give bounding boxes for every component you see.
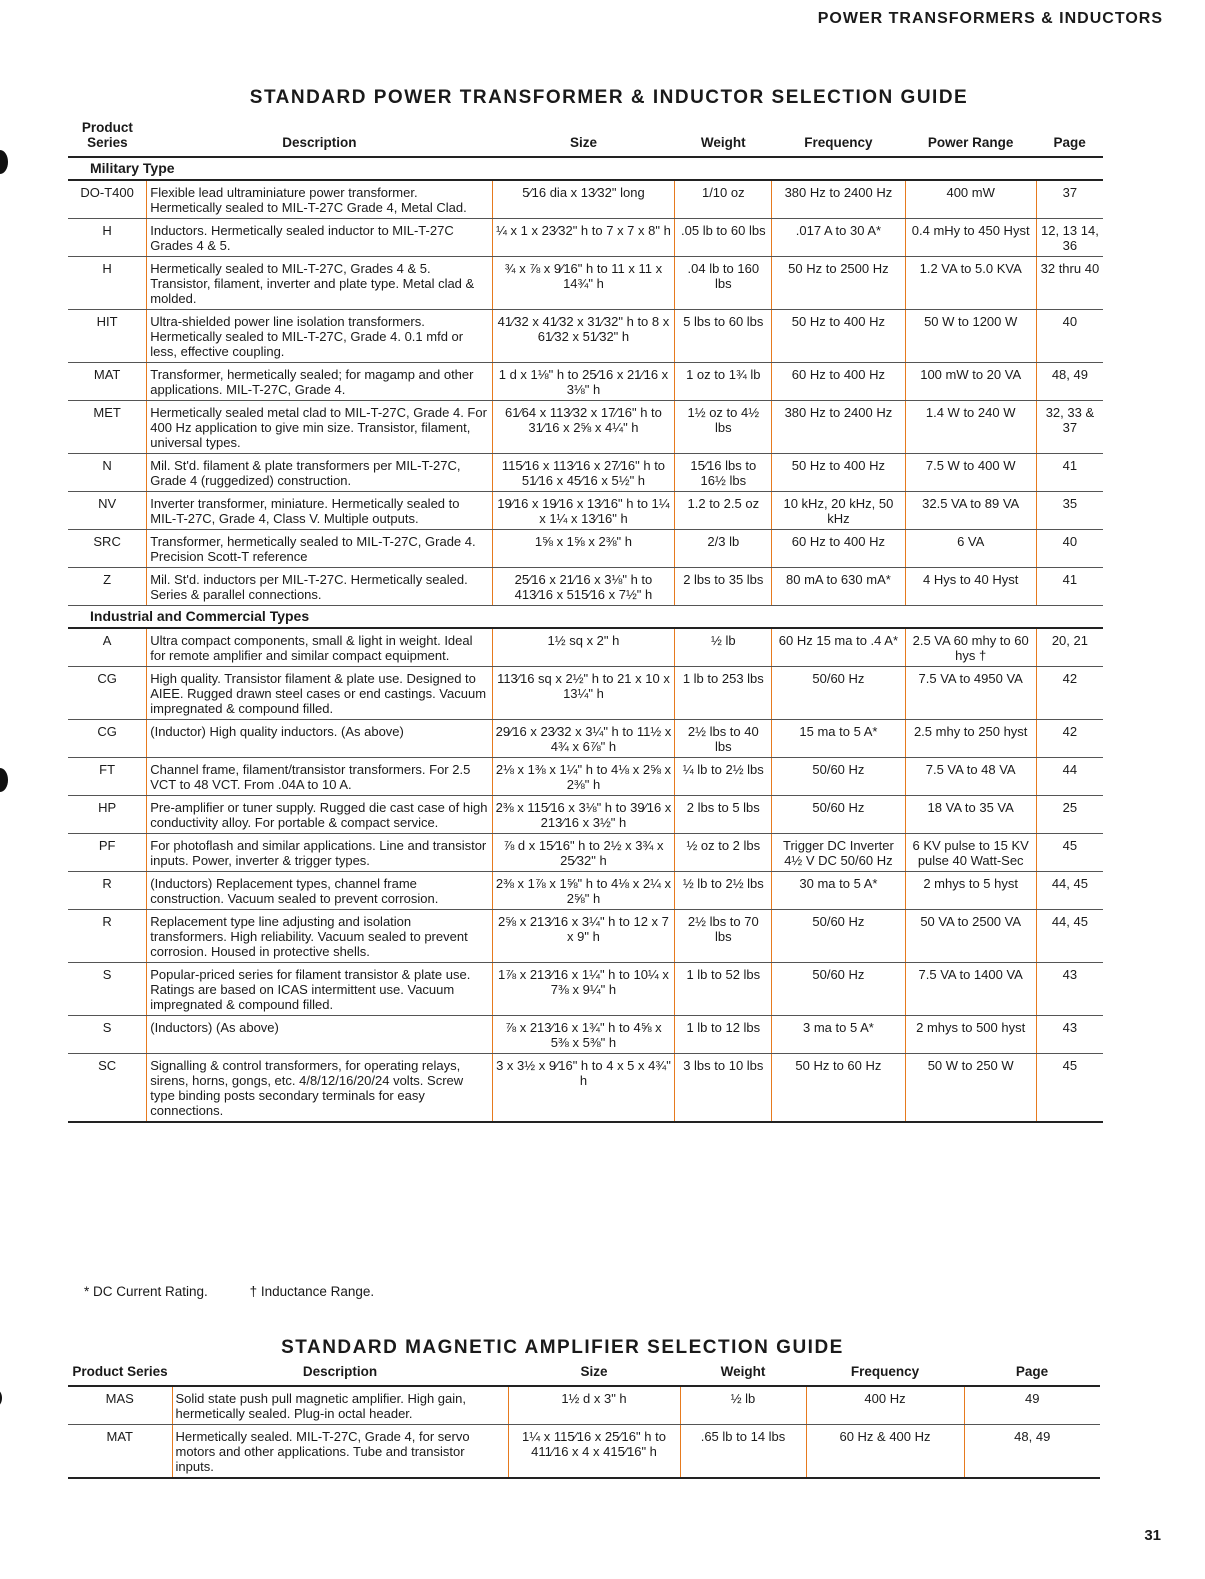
table-row — [68, 910, 1103, 963]
binder-hole — [0, 1390, 2, 1406]
cell-frequency: 80 mA to 630 mA* — [772, 568, 905, 606]
cell-description: Solid state push pull magnetic amplifier. High gain, hermetically sealed. Plug-in octal header. — [172, 1386, 508, 1425]
cell-page: 25 — [1036, 796, 1103, 834]
cell-series: A — [68, 628, 147, 667]
cell-frequency: 400 Hz — [806, 1386, 964, 1425]
cell-range: 100 mW to 20 VA — [905, 363, 1036, 401]
cell-description: Inverter transformer, miniature. Hermetically sealed to MIL-T-27C, Grade 4, Class V. Multiple outputs. — [147, 492, 492, 530]
cell-page: 48, 49 — [1036, 363, 1103, 401]
cell-frequency: 3 ma to 5 A* — [772, 1016, 905, 1054]
cell-size: 5⁄16 dia x 13⁄32" long — [492, 180, 675, 219]
cell-series: SRC — [68, 530, 147, 568]
col-header-series: Product Series — [68, 118, 147, 157]
cell-range: 2 mhys to 500 hyst — [905, 1016, 1036, 1054]
cell-weight: 2 lbs to 35 lbs — [675, 568, 772, 606]
cell-description: Signalling & control transformers, for operating relays, sirens, horns, gongs, etc. 4/8/12/16/20/24 volts. Screw type binding posts secondary terminals for easy connections. — [147, 1054, 492, 1123]
col-header-weight: Weight — [680, 1362, 806, 1386]
cell-series: S — [68, 963, 147, 1016]
cell-frequency: 50 Hz to 60 Hz — [772, 1054, 905, 1123]
cell-size: 1 d x 1⅛" h to 25⁄16 x 21⁄16 x 3⅛" h — [492, 363, 675, 401]
cell-size: 115⁄16 x 113⁄16 x 27⁄16" h to 51⁄16 x 45⁄16 x 5½" h — [492, 454, 675, 492]
cell-weight: 1½ oz to 4½ lbs — [675, 401, 772, 454]
cell-description: Ultra-shielded power line isolation transformers. Hermetically sealed to MIL-T-27C, Grade 4. 0.1 mfd or less, effective coupling. — [147, 310, 492, 363]
table-row — [68, 257, 1103, 310]
table-row — [68, 628, 1103, 667]
cell-weight: ½ lb — [675, 628, 772, 667]
cell-size: 1⅞ x 213⁄16 x 1¼" h to 10¼ x 7⅜ x 9¼" h — [492, 963, 675, 1016]
col-header-size: Size — [508, 1362, 680, 1386]
cell-range: 1.4 W to 240 W — [905, 401, 1036, 454]
guide2-title: STANDARD MAGNETIC AMPLIFIER SELECTION GUIDE — [281, 1337, 844, 1358]
cell-page: 32 thru 40 — [1036, 257, 1103, 310]
cell-frequency: Trigger DC Inverter 4½ V DC 50/60 Hz — [772, 834, 905, 872]
cell-range: 2 mhys to 5 hyst — [905, 872, 1036, 910]
cell-series: MAT — [68, 1425, 172, 1479]
cell-weight: ½ oz to 2 lbs — [675, 834, 772, 872]
cell-series: NV — [68, 492, 147, 530]
cell-range: 2.5 mhy to 250 hyst — [905, 720, 1036, 758]
table-row — [68, 363, 1103, 401]
cell-page: 41 — [1036, 568, 1103, 606]
cell-size: 29⁄16 x 23⁄32 x 3¼" h to 11½ x 4¾ x 6⅞" h — [492, 720, 675, 758]
cell-weight: 2½ lbs to 40 lbs — [675, 720, 772, 758]
cell-range: 7.5 VA to 48 VA — [905, 758, 1036, 796]
table-row — [68, 1425, 1100, 1479]
cell-page: 49 — [964, 1386, 1100, 1425]
table-row — [68, 454, 1103, 492]
cell-weight: 5 lbs to 60 lbs — [675, 310, 772, 363]
running-header: POWER TRANSFORMERS & INDUCTORS — [817, 10, 1163, 27]
cell-frequency: 50 Hz to 400 Hz — [772, 454, 905, 492]
cell-page: 40 — [1036, 310, 1103, 363]
cell-description: Mil. St'd. inductors per MIL-T-27C. Hermetically sealed. Series & parallel connections. — [147, 568, 492, 606]
cell-description: Transformer, hermetically sealed to MIL-T-27C, Grade 4. Precision Scott-T reference — [147, 530, 492, 568]
cell-size: 2⅛ x 1⅜ x 1¼" h to 4⅛ x 2⅝ x 2⅜" h — [492, 758, 675, 796]
cell-series: H — [68, 219, 147, 257]
col-header-frequency: Frequency — [806, 1362, 964, 1386]
cell-frequency: 10 kHz, 20 kHz, 50 kHz — [772, 492, 905, 530]
table-row — [68, 401, 1103, 454]
cell-size: ⅞ d x 15⁄16" h to 2½ x 3¾ x 25⁄32" h — [492, 834, 675, 872]
section-heading: Military Type — [68, 157, 1103, 180]
cell-description: Replacement type line adjusting and isolation transformers. High reliability. Vacuum sealed to prevent corrosion. Housed in protective shells. — [147, 910, 492, 963]
cell-weight: .05 lb to 60 lbs — [675, 219, 772, 257]
cell-frequency: 60 Hz 15 ma to .4 A* — [772, 628, 905, 667]
footnotes — [84, 1284, 412, 1299]
cell-page: 32, 33 & 37 — [1036, 401, 1103, 454]
table-header-row — [68, 1362, 1100, 1386]
cell-weight: ¼ lb to 2½ lbs — [675, 758, 772, 796]
cell-weight: 1/10 oz — [675, 180, 772, 219]
binder-hole — [0, 150, 8, 174]
cell-description: Flexible lead ultraminiature power transformer. Hermetically sealed to MIL-T-27C Grade 4, Metal Clad. — [147, 180, 492, 219]
cell-weight: 3 lbs to 10 lbs — [675, 1054, 772, 1123]
cell-series: HP — [68, 796, 147, 834]
col-header-page: Page — [964, 1362, 1100, 1386]
cell-page: 37 — [1036, 180, 1103, 219]
cell-series: CG — [68, 667, 147, 720]
cell-frequency: 50/60 Hz — [772, 667, 905, 720]
col-header-description: Description — [147, 118, 492, 157]
cell-page: 48, 49 — [964, 1425, 1100, 1479]
cell-description: High quality. Transistor filament & plate use. Designed to AIEE. Rugged drawn steel cases or end castings. Vacuum impregnated & compound filled. — [147, 667, 492, 720]
cell-series: N — [68, 454, 147, 492]
cell-range: 2.5 VA 60 mhy to 60 hys † — [905, 628, 1036, 667]
cell-frequency: 380 Hz to 2400 Hz — [772, 401, 905, 454]
col-header-weight: Weight — [675, 118, 772, 157]
cell-series: SC — [68, 1054, 147, 1123]
cell-page: 44, 45 — [1036, 872, 1103, 910]
cell-page: 44, 45 — [1036, 910, 1103, 963]
cell-range: 18 VA to 35 VA — [905, 796, 1036, 834]
cell-series: DO-T400 — [68, 180, 147, 219]
cell-series: R — [68, 910, 147, 963]
cell-description: (Inductors) (As above) — [147, 1016, 492, 1054]
table-row — [68, 872, 1103, 910]
cell-description: Channel frame, filament/transistor transformers. For 2.5 VCT to 48 VCT. From .04A to 10 A. — [147, 758, 492, 796]
cell-page: 45 — [1036, 1054, 1103, 1123]
cell-description: For photoflash and similar applications. Line and transistor inputs. Power, inverter & trigger types. — [147, 834, 492, 872]
cell-description: Transformer, hermetically sealed; for magamp and other applications. MIL-T-27C, Grade 4. — [147, 363, 492, 401]
cell-weight: 15⁄16 lbs to 16½ lbs — [675, 454, 772, 492]
cell-weight: 2½ lbs to 70 lbs — [675, 910, 772, 963]
col-header-frequency: Frequency — [772, 118, 905, 157]
cell-size: 2⅜ x 115⁄16 x 3⅛" h to 39⁄16 x 213⁄16 x 3½" h — [492, 796, 675, 834]
table-body — [68, 157, 1103, 1122]
section-heading: Industrial and Commercial Types — [68, 606, 1103, 629]
cell-page: 43 — [1036, 963, 1103, 1016]
cell-frequency: 60 Hz to 400 Hz — [772, 363, 905, 401]
cell-series: S — [68, 1016, 147, 1054]
page-number: 31 — [1144, 1527, 1161, 1544]
cell-weight: ½ lb — [680, 1386, 806, 1425]
cell-size: 25⁄16 x 21⁄16 x 3⅛" h to 413⁄16 x 515⁄16 x 7½" h — [492, 568, 675, 606]
cell-page: 41 — [1036, 454, 1103, 492]
cell-series: MET — [68, 401, 147, 454]
cell-weight: .65 lb to 14 lbs — [680, 1425, 806, 1479]
col-header-description: Description — [172, 1362, 508, 1386]
cell-page: 44 — [1036, 758, 1103, 796]
cell-series: R — [68, 872, 147, 910]
cell-frequency: 15 ma to 5 A* — [772, 720, 905, 758]
cell-frequency: 60 Hz to 400 Hz — [772, 530, 905, 568]
table-row — [68, 568, 1103, 606]
table-row — [68, 180, 1103, 219]
cell-frequency: .017 A to 30 A* — [772, 219, 905, 257]
cell-series: CG — [68, 720, 147, 758]
cell-weight: 1 lb to 52 lbs — [675, 963, 772, 1016]
table-row — [68, 720, 1103, 758]
cell-weight: 1 lb to 253 lbs — [675, 667, 772, 720]
cell-description: Popular-priced series for filament transistor & plate use. Ratings are based on ICAS intermittent use. Vacuum impregnated & compound filled. — [147, 963, 492, 1016]
cell-description: Hermetically sealed. MIL-T-27C, Grade 4, for servo motors and other applications. Tube and transistor inputs. — [172, 1425, 508, 1479]
cell-size: 61⁄64 x 113⁄32 x 17⁄16" h to 31⁄16 x 2⅝ x 4¼" h — [492, 401, 675, 454]
cell-range: 50 W to 1200 W — [905, 310, 1036, 363]
cell-frequency: 50/60 Hz — [772, 796, 905, 834]
cell-weight: 1 lb to 12 lbs — [675, 1016, 772, 1054]
binder-hole — [0, 768, 8, 792]
cell-range: 6 VA — [905, 530, 1036, 568]
cell-page: 45 — [1036, 834, 1103, 872]
guide1-title: STANDARD POWER TRANSFORMER & INDUCTOR SELECTION GUIDE — [249, 87, 969, 108]
cell-range: 4 Hys to 40 Hyst — [905, 568, 1036, 606]
cell-description: (Inductor) High quality inductors. (As above) — [147, 720, 492, 758]
table-row — [68, 834, 1103, 872]
cell-page: 12, 13 14, 36 — [1036, 219, 1103, 257]
cell-description: Hermetically sealed to MIL-T-27C, Grades 4 & 5. Transistor, filament, inverter and plate type. Metal clad & molded. — [147, 257, 492, 310]
table-row — [68, 963, 1103, 1016]
cell-range: 6 KV pulse to 15 KV pulse 40 Watt-Sec — [905, 834, 1036, 872]
cell-size: 1⅝ x 1⅝ x 2⅜" h — [492, 530, 675, 568]
footnote-inductance: † Inductance Range. — [249, 1284, 375, 1299]
cell-description: Hermetically sealed metal clad to MIL-T-27C, Grade 4. For 400 Hz application to give min size. Transistor, filament, universal types. — [147, 401, 492, 454]
cell-frequency: 50 Hz to 400 Hz — [772, 310, 905, 363]
table-row — [68, 530, 1103, 568]
cell-series: PF — [68, 834, 147, 872]
cell-series: MAS — [68, 1386, 172, 1425]
cell-description: Pre-amplifier or tuner supply. Rugged die cast case of high conductivity alloy. For portable & compact service. — [147, 796, 492, 834]
cell-size: 1½ d x 3" h — [508, 1386, 680, 1425]
cell-range: 400 mW — [905, 180, 1036, 219]
cell-page: 20, 21 — [1036, 628, 1103, 667]
col-header-range: Power Range — [905, 118, 1036, 157]
cell-page: 40 — [1036, 530, 1103, 568]
cell-range: 0.4 mHy to 450 Hyst — [905, 219, 1036, 257]
cell-page: 43 — [1036, 1016, 1103, 1054]
cell-range: 50 VA to 2500 VA — [905, 910, 1036, 963]
cell-page: 42 — [1036, 667, 1103, 720]
cell-size: 2⅜ x 1⅞ x 1⅝" h to 4⅛ x 2¼ x 2⅝" h — [492, 872, 675, 910]
cell-range: 32.5 VA to 89 VA — [905, 492, 1036, 530]
cell-series: MAT — [68, 363, 147, 401]
table-row — [68, 796, 1103, 834]
cell-weight: ½ lb to 2½ lbs — [675, 872, 772, 910]
cell-range: 50 W to 250 W — [905, 1054, 1036, 1123]
cell-range: 7.5 W to 400 W — [905, 454, 1036, 492]
cell-size: ¼ x 1 x 23⁄32" h to 7 x 7 x 8" h — [492, 219, 675, 257]
table-row — [68, 758, 1103, 796]
cell-size: ⅞ x 213⁄16 x 1¾" h to 4⅝ x 5⅜ x 5⅜" h — [492, 1016, 675, 1054]
cell-frequency: 50/60 Hz — [772, 910, 905, 963]
cell-weight: .04 lb to 160 lbs — [675, 257, 772, 310]
col-header-series: Product Series — [68, 1362, 172, 1386]
cell-description: Mil. St'd. filament & plate transformers per MIL-T-27C, Grade 4 (ruggedized) construction. — [147, 454, 492, 492]
col-header-size: Size — [492, 118, 675, 157]
cell-frequency: 50/60 Hz — [772, 758, 905, 796]
cell-weight: 1.2 to 2.5 oz — [675, 492, 772, 530]
cell-size: 41⁄32 x 41⁄32 x 31⁄32" h to 8 x 61⁄32 x 51⁄32" h — [492, 310, 675, 363]
cell-frequency: 60 Hz & 400 Hz — [806, 1425, 964, 1479]
table-row — [68, 1016, 1103, 1054]
cell-size: 2⅝ x 213⁄16 x 3¼" h to 12 x 7 x 9" h — [492, 910, 675, 963]
col-header-page: Page — [1036, 118, 1103, 157]
magnetic-amplifier-selection-table — [68, 1362, 1100, 1479]
cell-series: H — [68, 257, 147, 310]
cell-size: 3 x 3½ x 9⁄16" h to 4 x 5 x 4¾" h — [492, 1054, 675, 1123]
cell-frequency: 50 Hz to 2500 Hz — [772, 257, 905, 310]
section-heading-row — [68, 606, 1103, 629]
cell-weight: 2 lbs to 5 lbs — [675, 796, 772, 834]
cell-size: 113⁄16 sq x 2½" h to 21 x 10 x 13¼" h — [492, 667, 675, 720]
cell-series: FT — [68, 758, 147, 796]
section-heading-row — [68, 157, 1103, 180]
cell-page: 42 — [1036, 720, 1103, 758]
table-body — [68, 1386, 1100, 1478]
cell-weight: 2/3 lb — [675, 530, 772, 568]
cell-description: Ultra compact components, small & light in weight. Ideal for remote amplifier and similar compact equipment. — [147, 628, 492, 667]
cell-page: 35 — [1036, 492, 1103, 530]
table-header-row — [68, 118, 1103, 157]
table-row — [68, 492, 1103, 530]
cell-range: 7.5 VA to 1400 VA — [905, 963, 1036, 1016]
cell-size: 1¼ x 115⁄16 x 25⁄16" h to 411⁄16 x 4 x 415⁄16" h — [508, 1425, 680, 1479]
table-row — [68, 1054, 1103, 1123]
cell-frequency: 380 Hz to 2400 Hz — [772, 180, 905, 219]
cell-size: ¾ x ⅞ x 9⁄16" h to 11 x 11 x 14¾" h — [492, 257, 675, 310]
table-row — [68, 1386, 1100, 1425]
cell-range: 1.2 VA to 5.0 KVA — [905, 257, 1036, 310]
footnote-dc-current: * DC Current Rating. — [84, 1284, 208, 1299]
table-row — [68, 219, 1103, 257]
cell-frequency: 50/60 Hz — [772, 963, 905, 1016]
cell-weight: 1 oz to 1¾ lb — [675, 363, 772, 401]
cell-description: Inductors. Hermetically sealed inductor to MIL-T-27C Grades 4 & 5. — [147, 219, 492, 257]
cell-series: Z — [68, 568, 147, 606]
cell-series: HIT — [68, 310, 147, 363]
cell-description: (Inductors) Replacement types, channel frame construction. Vacuum sealed to prevent corrosion. — [147, 872, 492, 910]
cell-frequency: 30 ma to 5 A* — [772, 872, 905, 910]
cell-size: 19⁄16 x 19⁄16 x 13⁄16" h to 1¼ x 1¼ x 13⁄16" h — [492, 492, 675, 530]
cell-size: 1½ sq x 2" h — [492, 628, 675, 667]
table-row — [68, 667, 1103, 720]
table-row — [68, 310, 1103, 363]
power-transformer-selection-table — [68, 118, 1103, 1123]
cell-range: 7.5 VA to 4950 VA — [905, 667, 1036, 720]
